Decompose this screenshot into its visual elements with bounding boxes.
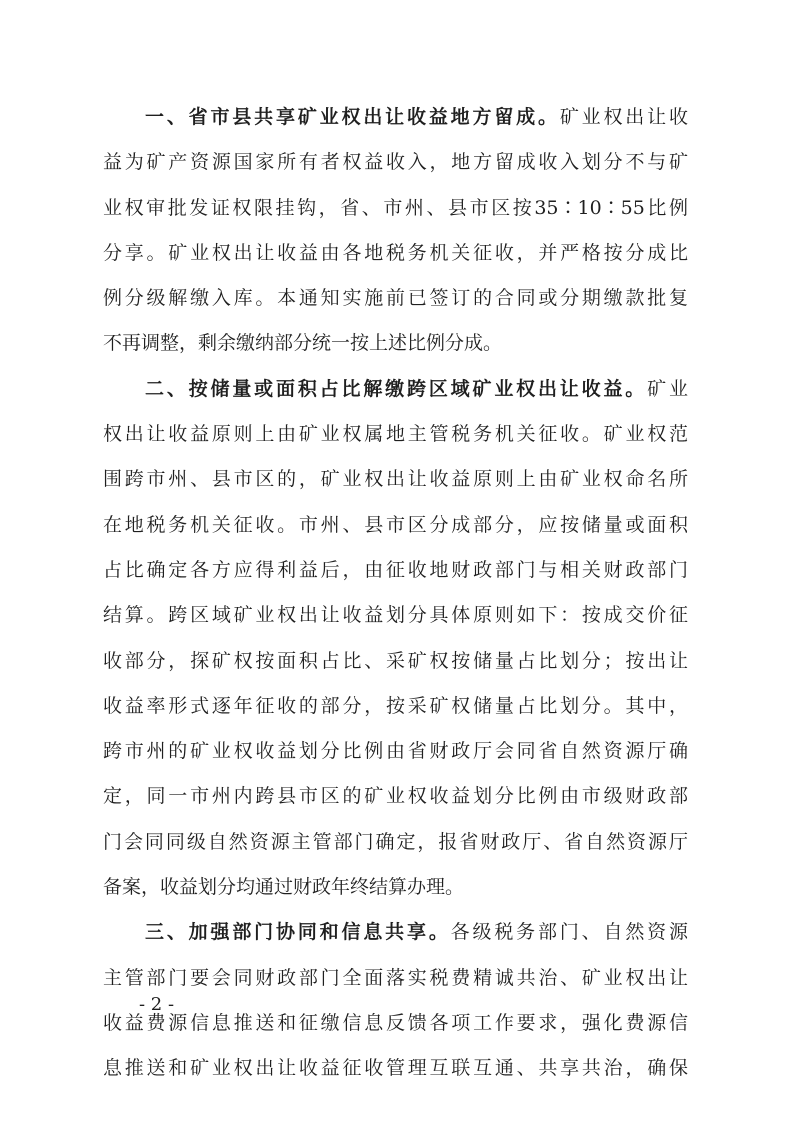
- paragraph-2-line-11: 门会同同级自然资源主管部门确定，报省财政厅、省自然资源厅: [103, 830, 688, 853]
- paragraph-2-line-4: 在地税务机关征收。市州、县市区分成部分，应按储量或面积: [103, 513, 688, 536]
- paragraph-3-line-2: 主管部门要会同财政部门全面落实税费精诚共治、矿业权出让: [103, 966, 688, 989]
- paragraph-1-line-1: [103, 95, 688, 140]
- paragraph-2-line-2: 权出让收益原则上由矿业权属地主管税务机关征收。矿业权范: [103, 423, 688, 446]
- paragraph-2-line-3: 围跨市州、县市区的，矿业权出让收益原则上由矿业权命名所: [103, 468, 688, 491]
- section-2-heading: 二、按储量或面积占比解缴跨区域矿业权出让收益。: [145, 377, 648, 400]
- paragraph-1-line-3: 业权审批发证权限挂钩，省、市州、县市区按35∶10∶55比例: [103, 196, 688, 219]
- document-body: [103, 95, 688, 1092]
- paragraph-2-line-10: 定，同一市州内跨县市区的矿业权收益划分比例由市级财政部: [103, 785, 688, 808]
- paragraph-1-line-5: 例分级解缴入库。本通知实施前已签订的合同或分期缴款批复: [103, 287, 688, 310]
- paragraph-1-line-2: 益为矿产资源国家所有者权益收入，地方留成收入划分不与矿: [103, 151, 688, 174]
- page-number: - 2 -: [138, 994, 175, 1015]
- paragraph-1-line-6: 不再调整，剩余缴纳部分统一按上述比例分成。: [103, 332, 503, 355]
- paragraph-2-text: 矿业: [647, 377, 688, 400]
- paragraph-2-line-7: 收部分，探矿权按面积占比、采矿权按储量占比划分；按出让: [103, 649, 688, 672]
- paragraph-3-line-3: 收益费源信息推送和征缴信息反馈各项工作要求，强化费源信: [103, 1011, 688, 1034]
- paragraph-2-line-6: 结算。跨区域矿业权出让收益划分具体原则如下：按成交价征: [103, 604, 688, 627]
- section-1-heading: 一、省市县共享矿业权出让收益地方留成。: [145, 106, 560, 128]
- paragraph-1-line-4: 分享。矿业权出让收益由各地税务机关征收，并严格按分成比: [103, 241, 688, 264]
- paragraph-2-line-5: 占比确定各方应得利益后，由征收地财政部门与相关财政部门: [103, 558, 688, 581]
- section-3-heading: 三、加强部门协同和信息共享。: [145, 921, 451, 944]
- paragraph-3-text: 各级税务部门、自然资源: [450, 921, 688, 944]
- paragraph-3-line-4: 息推送和矿业权出让收益征收管理互联互通、共享共治，确保: [103, 1057, 688, 1080]
- paragraph-2-line-12: 备案，收益划分均通过财政年终结算办理。: [103, 876, 465, 899]
- paragraph-2-line-1: [103, 367, 688, 412]
- paragraph-3-line-1: [103, 910, 688, 955]
- paragraph-1-text: 矿业权出让收: [559, 106, 688, 128]
- paragraph-2-line-9: 跨市州的矿业权收益划分比例由省财政厅会同省自然资源厅确: [103, 740, 688, 763]
- paragraph-2-line-8: 收益率形式逐年征收的部分，按采矿权储量占比划分。其中，: [103, 694, 688, 717]
